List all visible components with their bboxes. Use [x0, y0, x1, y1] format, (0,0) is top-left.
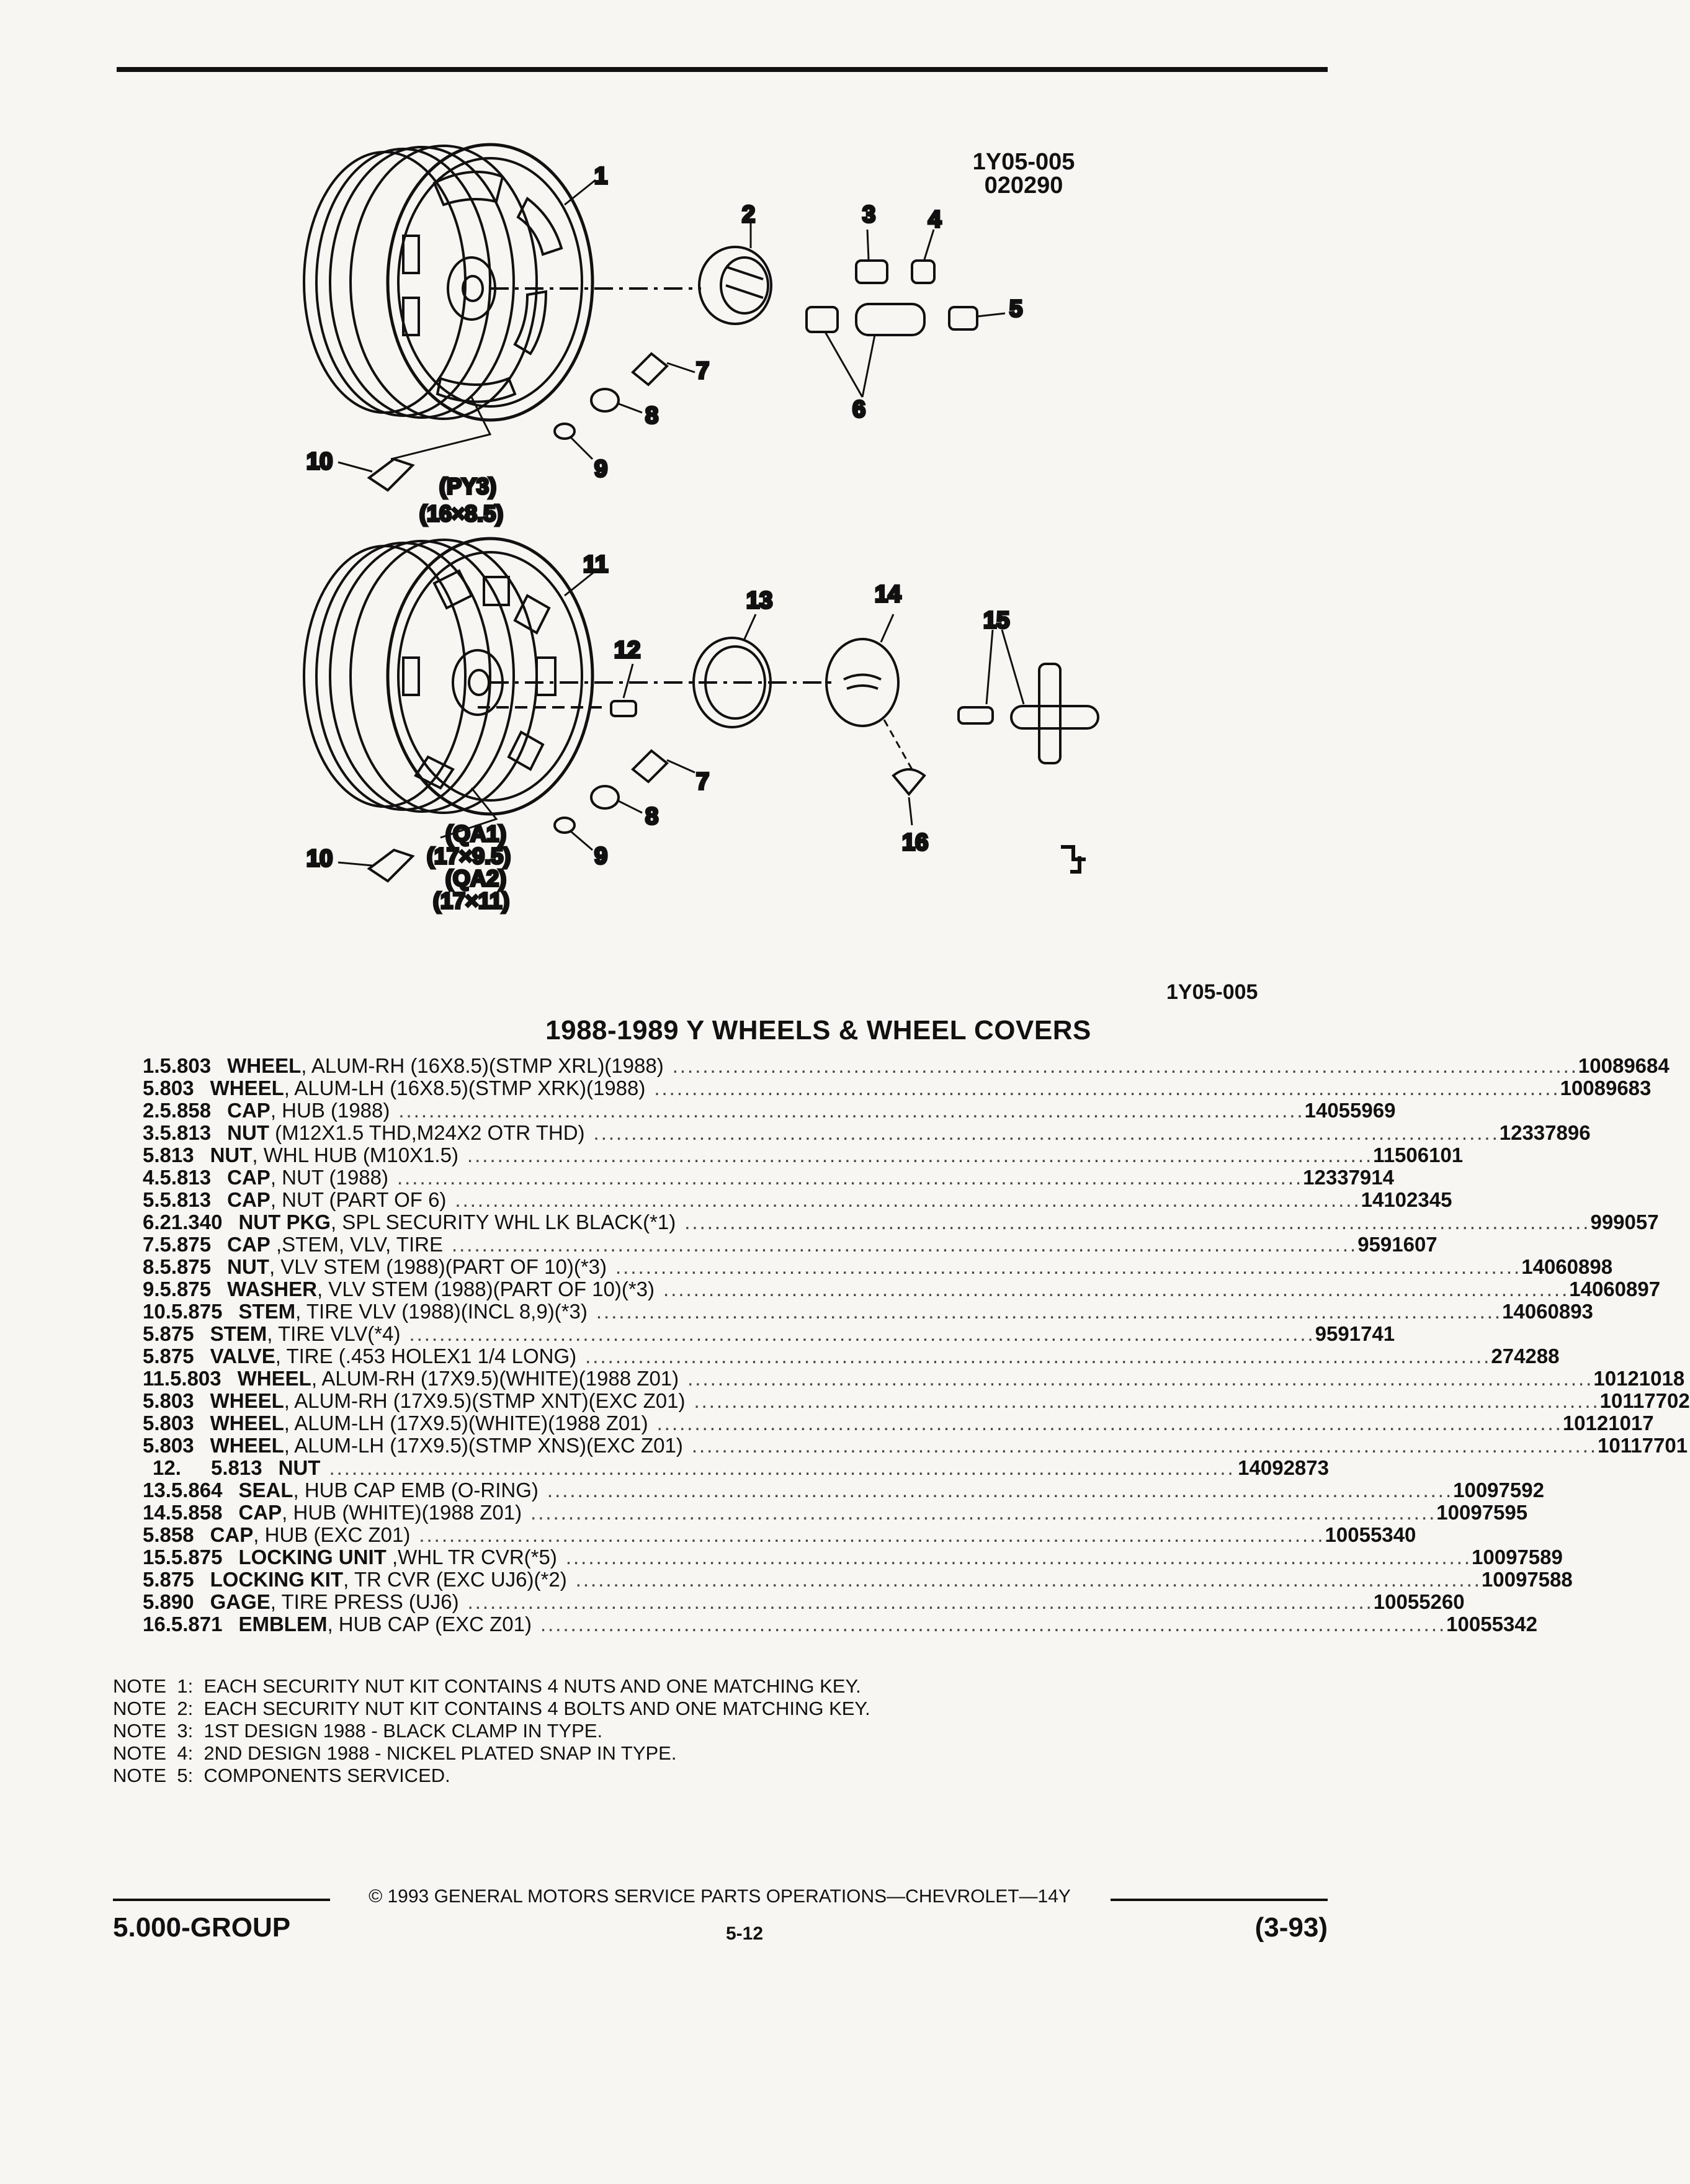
part-name: CAP [227, 1099, 270, 1122]
part-spec: , TIRE (.453 HOLEX1 1/4 LONG) [275, 1345, 577, 1367]
callout-2: 2 [742, 202, 756, 228]
note-line: NOTE 4: 2ND DESIGN 1988 - NICKEL PLATED SNAP IN TYPE. [113, 1742, 677, 1764]
part-name: CAP [227, 1188, 270, 1211]
part-row [143, 1233, 1437, 1256]
part-spec: , VLV STEM (1988)(PART OF 10)(*3) [269, 1255, 607, 1278]
part-description [238, 1211, 1590, 1233]
part-spec: , ALUM-LH (16X8.5)(STMP XRK)(1988) [284, 1076, 646, 1099]
part-row [143, 1479, 1544, 1502]
part-number: 14060893 [1502, 1300, 1593, 1323]
group-number: 5.813 [143, 1143, 194, 1166]
part-description [238, 1479, 1453, 1502]
item-number: 16. [143, 1613, 171, 1636]
part-name: CAP [210, 1523, 254, 1546]
part-spec: , WHL HUB (M10X1.5) [252, 1143, 458, 1166]
part-number: 14055969 [1304, 1099, 1396, 1122]
part-row [143, 1345, 1560, 1367]
part-number: 10097589 [1472, 1546, 1563, 1569]
part-description [238, 1546, 1472, 1569]
part-description [227, 1055, 1578, 1077]
page-title-text: 1988-1989 Y WHEELS & WHEEL COVERS [545, 1015, 1091, 1045]
part-name: WASHER [227, 1278, 317, 1300]
part-description [227, 1189, 1361, 1211]
callout-9b: 9 [594, 843, 608, 869]
part-name: EMBLEM [238, 1613, 328, 1636]
part-row [143, 1121, 1591, 1144]
note-line: NOTE 5: COMPONENTS SERVICED. [113, 1765, 450, 1786]
part-spec: (M12X1.5 THD,M24X2 OTR THD) [269, 1121, 585, 1144]
part-16-emblem-drawing [893, 769, 924, 825]
group-number: 5.813 [159, 1188, 212, 1211]
part-spec: , NUT (PART OF 6) [270, 1188, 447, 1211]
figure-code-line2: 020290 [984, 172, 1063, 199]
part-description [210, 1524, 1325, 1546]
part-12-nut-drawing [611, 664, 636, 716]
group-number: 5.813 [159, 1121, 212, 1144]
part-spec: , SPL SECURITY WHL LK BLACK(*1) [330, 1211, 676, 1233]
group-number: 5.871 [171, 1613, 223, 1636]
part-number: 10097592 [1453, 1479, 1544, 1502]
part-name: STEM [238, 1300, 296, 1323]
group-number: 21.340 [159, 1211, 223, 1233]
figure-code-line1: 1Y05-005 [972, 149, 1075, 175]
group-number: 5.890 [143, 1590, 194, 1613]
part-row [143, 1166, 1394, 1189]
callout-12: 12 [614, 637, 641, 663]
item-number: 12. [153, 1456, 181, 1479]
part-description [227, 1256, 1521, 1278]
page-title [0, 1015, 1568, 1046]
part-number: 9591607 [1357, 1233, 1437, 1256]
footer-group: 5.000-GROUP [113, 1912, 291, 1943]
leader-dots: ........................................................................................................................ [672, 1054, 1578, 1077]
part-2-hub-cap-drawing [699, 247, 771, 324]
part-number: 14060897 [1569, 1278, 1661, 1300]
part-row [143, 1389, 1690, 1412]
part-row [143, 1099, 1396, 1122]
callout-15: 15 [983, 607, 1010, 633]
part-number: 10089683 [1560, 1076, 1652, 1099]
logo-mark [1061, 847, 1086, 872]
callout-8b: 8 [645, 803, 659, 830]
leader-dots: ........................................................................................................................ [329, 1456, 1235, 1479]
leader-dots: ........................................................................................................................ [663, 1278, 1570, 1300]
part-spec: , VLV STEM (1988)(PART OF 10)(*3) [316, 1278, 655, 1300]
part-number: 12337896 [1499, 1121, 1591, 1144]
part-number: 10117701 [1598, 1434, 1688, 1457]
group-number: 5.803 [143, 1389, 194, 1412]
part-name: WHEEL [210, 1412, 284, 1434]
part-number: 10097588 [1481, 1568, 1573, 1591]
group-number: 5.875 [159, 1233, 212, 1256]
part-row [143, 1412, 1654, 1434]
note-line: NOTE 3: 1ST DESIGN 1988 - BLACK CLAMP IN TYPE. [113, 1720, 603, 1742]
footer-rule-right [1111, 1899, 1328, 1901]
callout-14: 14 [875, 581, 901, 607]
part-spec: , HUB (WHITE)(1988 Z01) [282, 1501, 522, 1524]
notes-block [113, 1675, 870, 1787]
leader-dots: ........................................................................................................................ [593, 1121, 1500, 1144]
part-name: SEAL [238, 1479, 293, 1502]
group-number: 5.875 [171, 1546, 223, 1569]
parts-list [143, 1054, 1690, 1636]
group-number: 5.875 [143, 1568, 194, 1591]
callout-8: 8 [645, 403, 659, 429]
group-number: 5.813 [211, 1456, 262, 1479]
part-name: WHEEL [210, 1434, 284, 1457]
part-spec: , TIRE PRESS (UJ6) [270, 1590, 459, 1613]
part-row [143, 1367, 1685, 1390]
part-description [227, 1122, 1500, 1144]
part-name: WHEEL [237, 1367, 311, 1390]
leader-dots: ........................................................................................................................ [409, 1322, 1315, 1345]
leader-dots: ........................................................................................................................ [654, 1076, 1560, 1099]
figure-reference: 1Y05-005 [1166, 980, 1258, 1004]
leader-dots: ........................................................................................................................ [451, 1233, 1358, 1256]
group-number: 5.875 [171, 1300, 223, 1323]
part-number: 10097595 [1436, 1501, 1528, 1524]
callout-13: 13 [746, 588, 773, 614]
leader-dots: ........................................................................................................................ [694, 1389, 1600, 1412]
part-name: WHEEL [227, 1054, 302, 1077]
callout-10b: 10 [306, 846, 333, 872]
callout-10: 10 [306, 449, 333, 475]
part-spec: , ALUM-RH (17X9.5)(WHITE)(1988 Z01) [311, 1367, 679, 1390]
part-number: 10089684 [1578, 1054, 1670, 1077]
leader-dots: ........................................................................................................................ [540, 1613, 1447, 1636]
part-row [143, 1278, 1661, 1300]
leader-dots: ........................................................................................................................ [565, 1546, 1472, 1569]
part-number: 999057 [1590, 1211, 1659, 1233]
part-name: NUT PKG [238, 1211, 331, 1233]
part-row [143, 1054, 1670, 1077]
part-number: 10121018 [1593, 1367, 1685, 1390]
leader-dots: ........................................................................................................................ [398, 1099, 1305, 1122]
upper-wheel-size: (16×8.5) [419, 501, 504, 526]
part-description [210, 1144, 1374, 1166]
group-number: 5.803 [143, 1434, 194, 1457]
part-description [238, 1613, 1446, 1636]
part-spec: , ALUM-RH (17X9.5)(STMP XNT)(EXC Z01) [284, 1389, 686, 1412]
leader-dots: ........................................................................................................................ [585, 1345, 1491, 1367]
leader-dots: ........................................................................................................................ [596, 1300, 1503, 1323]
group-number: 5.803 [159, 1054, 212, 1077]
item-number: 5. [143, 1188, 160, 1211]
lower-wheel-size-1: (17×9.5) [427, 843, 511, 869]
callout-7: 7 [696, 358, 710, 384]
item-number: 15. [143, 1546, 171, 1569]
part-spec: , ALUM-LH (17X9.5)(WHITE)(1988 Z01) [284, 1412, 648, 1434]
footer-copyright: © 1993 GENERAL MOTORS SERVICE PARTS OPERATIONS—CHEVROLET—14Y [369, 1886, 1071, 1907]
part-description [238, 1300, 1502, 1323]
item-number: 2. [143, 1099, 160, 1122]
part-name: LOCKING UNIT [238, 1546, 387, 1569]
part-description [210, 1569, 1482, 1591]
exploded-wheel-illustration [0, 0, 1568, 968]
note-line: NOTE 1: EACH SECURITY NUT KIT CONTAINS 4 NUTS AND ONE MATCHING KEY. [113, 1675, 861, 1697]
part-row [143, 1568, 1573, 1591]
part-spec: , ALUM-RH (16X8.5)(STMP XRL)(1988) [301, 1054, 664, 1077]
group-number: 5.875 [159, 1255, 212, 1278]
leader-dots: ........................................................................................................................ [684, 1211, 1591, 1233]
leader-dots: ........................................................................................................................ [656, 1412, 1563, 1434]
group-number: 5.864 [171, 1479, 223, 1502]
part-description [227, 1166, 1303, 1189]
group-number: 5.858 [143, 1523, 194, 1546]
part-name: NUT [227, 1121, 269, 1144]
part-row [143, 1613, 1537, 1636]
part-number: 14102345 [1361, 1188, 1452, 1211]
leader-dots: ........................................................................................................................ [687, 1367, 1594, 1390]
group-number: 5.858 [159, 1099, 212, 1122]
part-spec: , TR CVR (EXC UJ6)(*2) [343, 1568, 567, 1591]
leader-dots: ........................................................................................................................ [396, 1166, 1303, 1189]
leader-dots: ........................................................................................................................ [467, 1590, 1374, 1613]
part-name: VALVE [210, 1345, 275, 1367]
part-row [143, 1300, 1593, 1323]
part-description [210, 1412, 1563, 1434]
part-row [143, 1143, 1464, 1166]
item-number: 11. [143, 1367, 171, 1390]
part-description [210, 1077, 1560, 1099]
part-number: 14060898 [1521, 1255, 1613, 1278]
part-name: GAGE [210, 1590, 270, 1613]
callout-11: 11 [583, 552, 609, 578]
item-number: 3. [143, 1121, 160, 1144]
part-row [143, 1546, 1563, 1569]
part-spec: ,WHL TR CVR(*5) [386, 1546, 557, 1569]
part-number: 11506101 [1373, 1143, 1464, 1166]
item-number: 1. [143, 1054, 160, 1077]
item-number: 10. [143, 1300, 171, 1323]
leader-dots: ........................................................................................................................ [615, 1255, 1522, 1278]
callout-4: 4 [928, 207, 942, 233]
leader-dots: ........................................................................................................................ [467, 1143, 1374, 1166]
part-number: 9591741 [1315, 1322, 1395, 1345]
item-number: 13. [143, 1479, 171, 1502]
leader-dots: ........................................................................................................................ [575, 1568, 1482, 1591]
part-row [143, 1211, 1659, 1233]
group-number: 5.875 [159, 1278, 212, 1300]
leader-dots: ........................................................................................................................ [547, 1479, 1454, 1502]
leader-dots: ........................................................................................................................ [455, 1188, 1361, 1211]
part-row [143, 1076, 1652, 1099]
lower-wheel-rpo-1: (QA1) [445, 821, 506, 846]
part-description [210, 1323, 1315, 1345]
lower-wheel-drawing [304, 539, 831, 838]
group-number: 5.803 [143, 1412, 194, 1434]
part-name: CAP [227, 1166, 270, 1189]
part-spec: , HUB CAP (EXC Z01) [327, 1613, 532, 1636]
item-number: 8. [143, 1255, 160, 1278]
group-number: 5.875 [143, 1345, 194, 1367]
lower-valve-parts-drawing [338, 751, 695, 881]
part-spec: , ALUM-LH (17X9.5)(STMP XNS)(EXC Z01) [284, 1434, 683, 1457]
part-name: NUT [210, 1143, 253, 1166]
leader-dots: ........................................................................................................................ [691, 1434, 1598, 1457]
upper-wheel-rpo: (PY3) [439, 473, 497, 499]
part-15-locking-unit-drawing [959, 630, 1098, 763]
part-name: WHEEL [210, 1076, 284, 1099]
item-number: 7. [143, 1233, 160, 1256]
part-number: 10117702 [1599, 1389, 1690, 1412]
item-number: 4. [143, 1166, 160, 1189]
part-name: WHEEL [210, 1389, 284, 1412]
part-row [143, 1457, 1329, 1479]
part-row [143, 1188, 1452, 1211]
part-row [143, 1255, 1613, 1278]
part-row [143, 1590, 1465, 1613]
part-description [210, 1345, 1491, 1367]
part-name: STEM [210, 1322, 267, 1345]
group-number: 5.803 [143, 1076, 194, 1099]
part-description [227, 1233, 1357, 1256]
part-spec: , TIRE VLV (1988)(INCL 8,9)(*3) [295, 1300, 588, 1323]
group-number: 5.803 [170, 1367, 221, 1390]
part-number: 12337914 [1303, 1166, 1394, 1189]
part-number: 14092873 [1238, 1456, 1329, 1479]
part-description [238, 1502, 1436, 1524]
lower-wheel-rpo-2: (QA2) [445, 866, 506, 891]
part-name: NUT [278, 1456, 321, 1479]
part-description [210, 1390, 1600, 1412]
footer-page-number: 5-12 [725, 1923, 764, 1944]
callout-1: 1 [594, 163, 608, 189]
part-description [279, 1457, 1235, 1479]
part-name: LOCKING KIT [210, 1568, 344, 1591]
callout-9: 9 [594, 456, 608, 482]
part-description [227, 1278, 1569, 1300]
upper-valve-parts-drawing [338, 354, 695, 490]
part-number: 10055340 [1325, 1523, 1416, 1546]
item-number: 9. [143, 1278, 160, 1300]
part-name: CAP [227, 1233, 270, 1256]
note-line: NOTE 2: EACH SECURITY NUT KIT CONTAINS 4 BOLTS AND ONE MATCHING KEY. [113, 1698, 870, 1719]
part-name: CAP [238, 1501, 282, 1524]
callout-16: 16 [902, 830, 929, 856]
callout-5: 5 [1009, 296, 1023, 322]
part-name: NUT [227, 1255, 269, 1278]
part-description [210, 1434, 1598, 1457]
part-spec: , TIRE VLV(*4) [267, 1322, 401, 1345]
leader-dots: ........................................................................................................................ [419, 1523, 1325, 1546]
part-row [143, 1434, 1688, 1457]
part-number: 10121017 [1562, 1412, 1654, 1434]
lower-wheel-size-2: (17×11) [433, 888, 510, 913]
part-spec: , HUB CAP EMB (O-RING) [293, 1479, 539, 1502]
footer-rule-left [113, 1899, 330, 1901]
item-number: 6. [143, 1211, 160, 1233]
footer-date: (3-93) [1254, 1912, 1328, 1943]
part-spec: , HUB (1988) [270, 1099, 390, 1122]
part-row [143, 1322, 1395, 1345]
part-description [227, 1099, 1304, 1122]
callout-3: 3 [862, 202, 876, 228]
group-number: 5.813 [159, 1166, 212, 1189]
part-spec: , HUB (EXC Z01) [253, 1523, 411, 1546]
part-14-hub-cap-drawing [826, 614, 912, 769]
callout-6: 6 [852, 396, 866, 423]
item-number: 14. [143, 1501, 171, 1524]
part-number: 274288 [1491, 1345, 1560, 1367]
part-description [210, 1591, 1374, 1613]
part-spec: ,STEM, VLV, TIRE [270, 1233, 443, 1256]
part-number: 10055342 [1446, 1613, 1537, 1636]
group-number: 5.875 [143, 1322, 194, 1345]
group-number: 5.858 [171, 1501, 223, 1524]
part-description [238, 1367, 1594, 1390]
part-row [143, 1501, 1528, 1524]
part-13-seal-drawing [694, 614, 771, 727]
leader-dots: ........................................................................................................................ [530, 1501, 1437, 1524]
callout-7b: 7 [696, 769, 710, 795]
part-row [143, 1523, 1416, 1546]
part-spec: , NUT (1988) [270, 1166, 388, 1189]
part-number: 10055260 [1373, 1590, 1465, 1613]
